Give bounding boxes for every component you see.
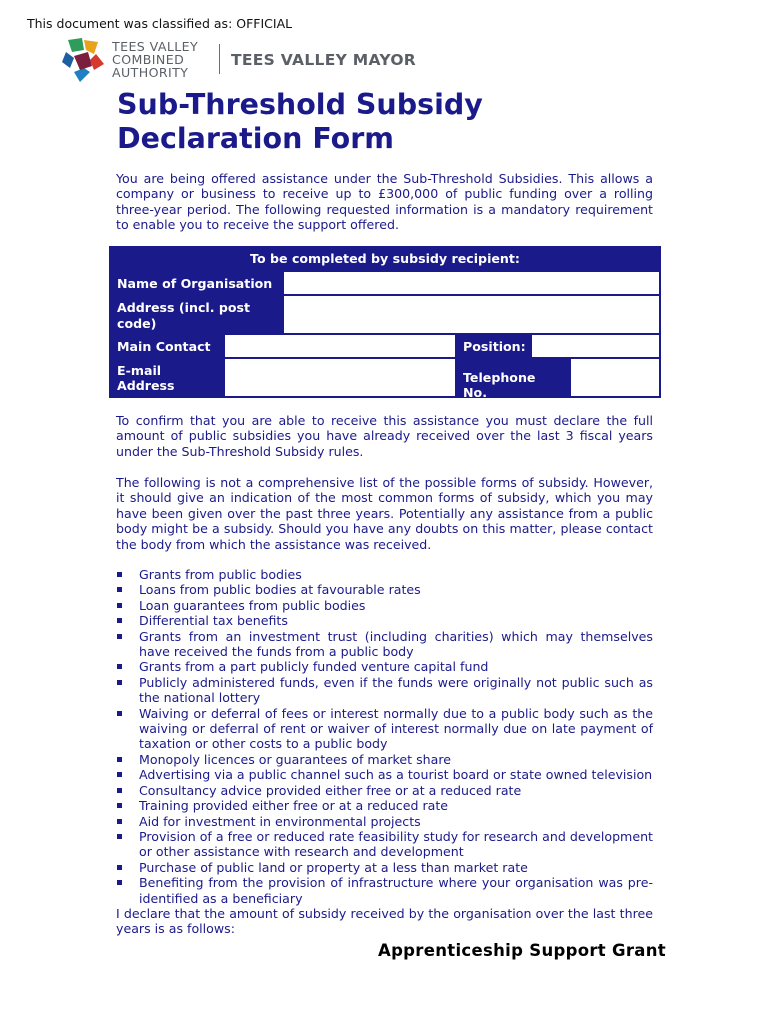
position-label: Position: (456, 334, 531, 358)
logo-line-2: COMBINED (112, 52, 185, 67)
list-item: Publicly administered funds, even if the funds were originally not public such as the national lottery (116, 675, 653, 706)
subsidy-list-intro: The following is not a comprehensive list of the possible forms of subsidy. However, it should give an indication of the most common forms of subsidy, which you may have been given over the past three years. Potentially any assistance from a public body might be a subsidy. Should you have any doubts on this matter, please contact the body from which the assistance was received. (116, 475, 653, 552)
logo-line-3: AUTHORITY (112, 65, 189, 80)
tees-valley-emblem-icon (60, 38, 106, 82)
recipient-details-form (109, 246, 661, 398)
list-item: Grants from public bodies (116, 567, 653, 582)
position-field[interactable] (531, 334, 660, 358)
list-item: Purchase of public land or property at a less than market rate (116, 860, 653, 875)
mayor-wordmark: TEES VALLEY MAYOR (231, 51, 417, 69)
confirmation-paragraph: To confirm that you are able to receive this assistance you must declare the full amount of public subsidies you have already received over the last 3 fiscal years under the Sub-Threshold Subsidy rules. (116, 413, 653, 459)
list-item: Differential tax benefits (116, 613, 653, 628)
address-field[interactable] (283, 295, 660, 334)
address-label: Address (incl. post code) (110, 295, 283, 334)
intro-paragraph: You are being offered assistance under the Sub-Threshold Subsidies. This allows a company or business to receive up to £300,000 of public funding over a rolling three-year period. The following requested information is a mandatory requirement to enable you to receive the support offered. (116, 171, 653, 233)
declaration-text: I declare that the amount of subsidy received by the organisation over the last three years is as follows: (116, 906, 653, 937)
list-item: Aid for investment in environmental projects (116, 814, 653, 829)
list-item: Grants from an investment trust (including charities) which may themselves have received the funds from a public body (116, 629, 653, 660)
tees-valley-logo (60, 38, 430, 82)
email-label: E-mail Address (110, 358, 224, 397)
logo-line-1: TEES VALLEY (112, 39, 199, 54)
section-heading: Apprenticeship Support Grant (378, 941, 666, 960)
organisation-name-label: Name of Organisation (110, 271, 283, 295)
list-item: Grants from a part publicly funded venture capital fund (116, 659, 653, 674)
page-title: Sub-Threshold Subsidy Declaration Form (117, 88, 483, 155)
logo-divider (219, 44, 220, 74)
main-contact-field[interactable] (224, 334, 456, 358)
main-contact-label: Main Contact (110, 334, 224, 358)
telephone-label: Telephone No. (456, 358, 570, 397)
email-field[interactable] (224, 358, 456, 397)
organisation-name-field[interactable] (283, 271, 660, 295)
form-header: To be completed by subsidy recipient: (110, 247, 660, 271)
list-item: Provision of a free or reduced rate feasibility study for research and development or other assistance with research and development (116, 829, 653, 860)
logo-wordmark (112, 40, 198, 79)
classification-notice: This document was classified as: OFFICIAL (27, 16, 293, 31)
list-item: Waiving or deferral of fees or interest normally due to a public body such as the waiving or deferral of rent or waiver of interest normally due on late payment of taxation or other costs to a public body (116, 706, 653, 752)
list-item: Benefiting from the provision of infrastructure where your organisation was pre-identified as a beneficiary (116, 875, 653, 906)
subsidy-forms-list (116, 567, 653, 906)
list-item: Training provided either free or at a reduced rate (116, 798, 653, 813)
list-item: Loan guarantees from public bodies (116, 598, 653, 613)
list-item: Consultancy advice provided either free or at a reduced rate (116, 783, 653, 798)
list-item: Advertising via a public channel such as a tourist board or state owned television (116, 767, 653, 782)
telephone-field[interactable] (570, 358, 660, 397)
list-item: Monopoly licences or guarantees of market share (116, 752, 653, 767)
list-item: Loans from public bodies at favourable rates (116, 582, 653, 597)
